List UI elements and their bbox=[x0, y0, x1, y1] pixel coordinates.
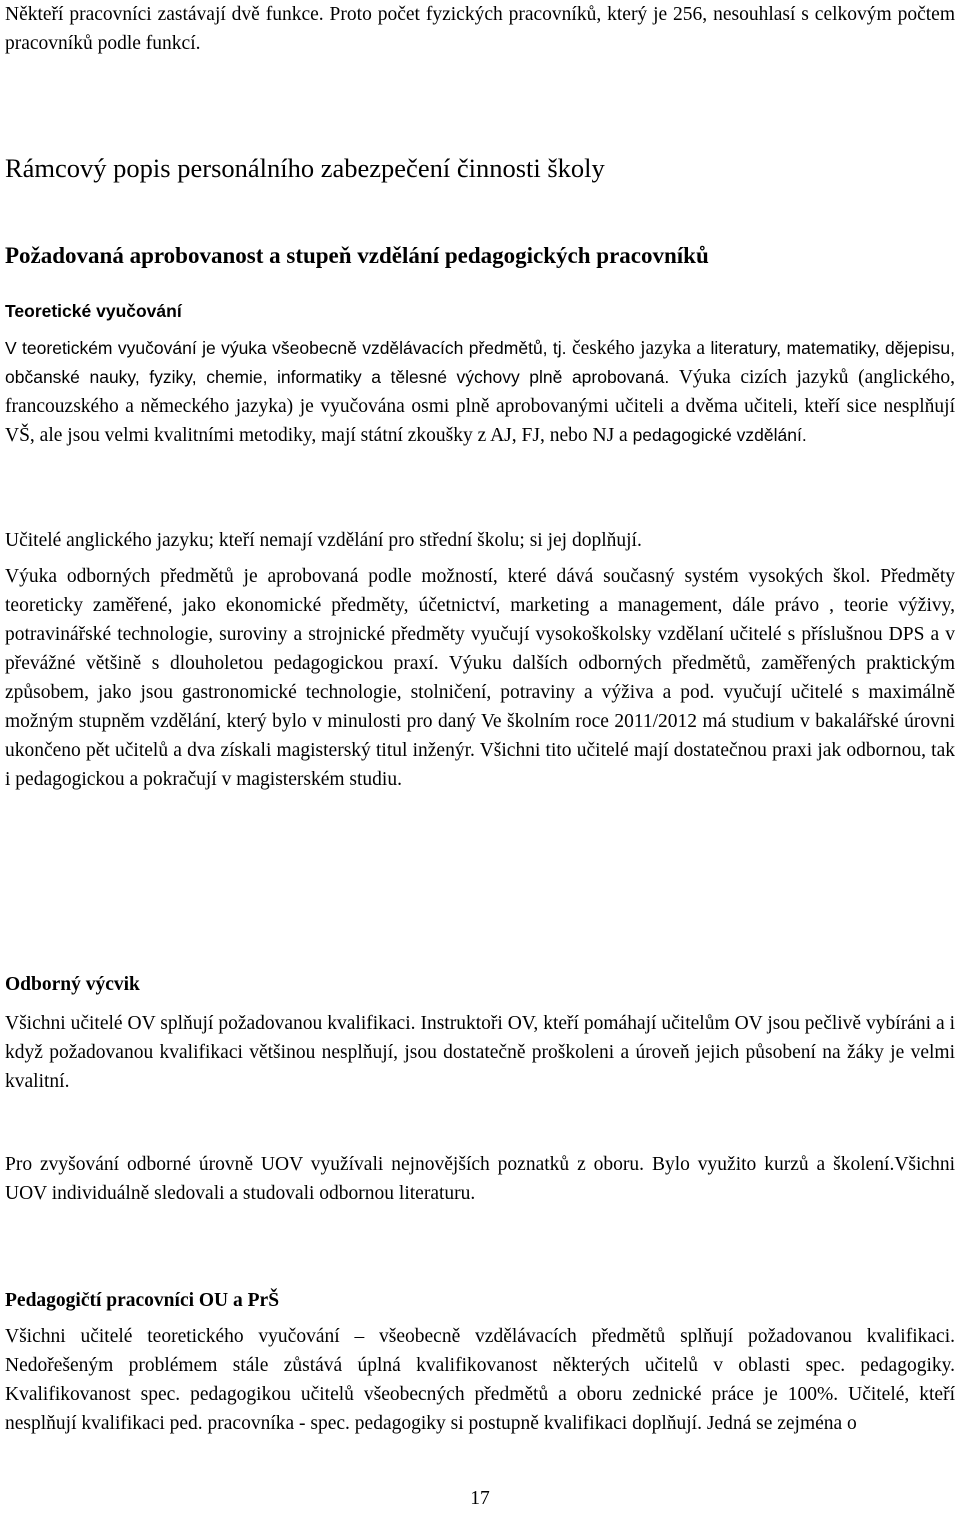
training-heading: Odborný výcvik bbox=[5, 974, 140, 995]
theory-p1-serif-a: českého jazyka a bbox=[571, 338, 711, 359]
subsection-title: Požadovaná aprobovanost a stupeň vzdělání pedagogických pracovníků bbox=[5, 243, 709, 268]
page-number: 17 bbox=[470, 1488, 490, 1509]
ou-paragraph-1: Všichni učitelé teoretického vyučování – všeobecně vzdělávacích předmětů splňují požadovanou kvalifikaci. Nedořešeným problémem stále zůstává úplná kvalifikovanost některých učitelů v oblasti spec. pedagogiky. Kvalifikovanost spec. pedagogikou učitelů všeobecných předmětů a oboru zednické práce je 100%. Učitelé, kteří nesplňují kvalifikaci ped. pracovníka - spec. pedagogiky si postupně kvalifikaci doplňují. Jedná se zejména o bbox=[5, 1326, 955, 1434]
theory-paragraph-2: Učitelé anglického jazyku; kteří nemají vzdělání pro střední školu; si jej doplňují. bbox=[5, 530, 642, 551]
ou-heading: Pedagogičtí pracovníci OU a PrŠ bbox=[5, 1290, 280, 1311]
theory-p1-sans: V teoretickém vyučování je výuka všeobecně vzdělávacích předmětů, tj. bbox=[5, 338, 572, 358]
theory-heading: Teoretické vyučování bbox=[5, 301, 182, 321]
theory-p1-sans-d: pedagogické vzdělání. bbox=[632, 425, 807, 445]
theory-p1-serif-c: Výuka cizích jazyků (anglického, francouzského a německého jazyka) je vyučována osmi plně aprobovanými učiteli a dvěma učiteli, kteří sice nesplňují VŠ, ale jsou velmi kvalitními metodiky, mají státní zkoušky z AJ, FJ, nebo NJ a bbox=[5, 367, 955, 446]
section-title: Rámcový popis personálního zabezpečení činnosti školy bbox=[5, 153, 605, 183]
training-paragraph-2: Pro zvyšování odborné úrovně UOV využívali nejnovějších poznatků z oboru. Bylo využito kurzů a školení.Všichni UOV individuálně sledovali a studovali odbornou literaturu. bbox=[5, 1154, 955, 1204]
training-paragraph-1: Všichni učitelé OV splňují požadovanou kvalifikaci. Instruktoři OV, kteří pomáhají učitelům OV jsou pečlivě vybíráni a i když požadovanou kvalifikaci většinou nesplňují, jsou dostatečně proškoleni a úroveň jejich působení na žáky je velmi kvalitní. bbox=[5, 1013, 955, 1092]
theory-p1-sans-b: literatury, matematiky, dějepisu, občanské nauky, fyziky, chemie, informatiky a tělesné výchovy plně aprobovaná. bbox=[5, 338, 955, 387]
theory-paragraph-1 bbox=[5, 334, 955, 450]
theory-paragraph-3: Výuka odborných předmětů je aprobovaná podle možností, které dává současný systém vysokých škol. Předměty teoreticky zaměřené, jako ekonomické předměty, účetnictví, marketing a management, dále právo , teorie výživy, potravinářské technologie, suroviny a strojnické předměty vyučují vysokoškolsky vzdělaní učitelé s příslušnou DPS a v převážné většině s dlouholetou pedagogickou praxí. Výuku dalších odborných předmětů, zaměřených praktickým způsobem, jako jsou gastronomické technologie, stolničení, potraviny a výživa a pod. vyučují učitelé s maximálně možným stupněm vzdělání, který bylo v minulosti pro daný Ve školním roce 2011/2012 má studium v bakalářské úrovni ukončeno pět učitelů a dva získali magisterský titul inženýr. Všichni tito učitelé mají dostatečnou praxi jak odbornou, tak i pedagogickou a pokračují v magisterském studiu. bbox=[5, 566, 955, 790]
intro-paragraph: Někteří pracovníci zastávají dvě funkce. Proto počet fyzických pracovníků, který je 256, nesouhlasí s celkovým počtem pracovníků podle funkcí. bbox=[5, 4, 955, 54]
